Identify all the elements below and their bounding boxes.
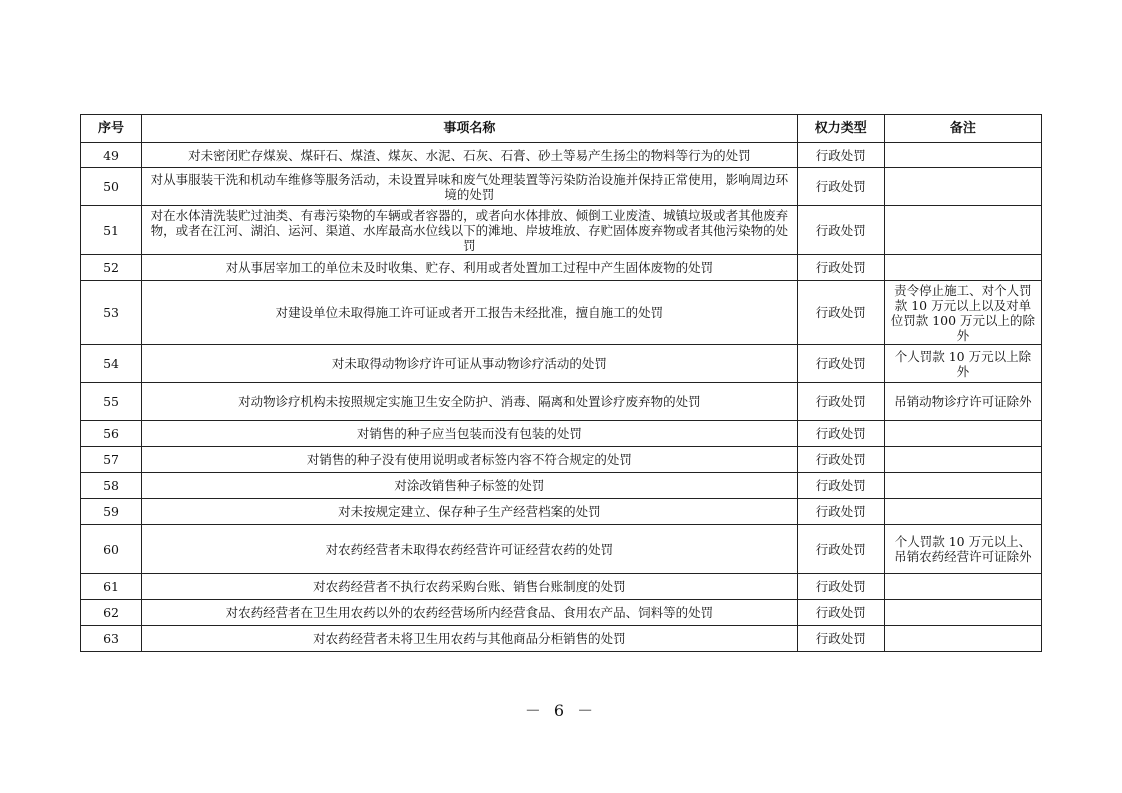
row-note bbox=[884, 168, 1041, 206]
row-type: 行政处罚 bbox=[797, 626, 884, 652]
row-no: 54 bbox=[81, 345, 142, 383]
row-name: 对未取得动物诊疗许可证从事动物诊疗活动的处罚 bbox=[142, 345, 798, 383]
row-note: 个人罚款 10 万元以上除外 bbox=[884, 345, 1041, 383]
row-name: 对销售的种子应当包装而没有包装的处罚 bbox=[142, 421, 798, 447]
row-type: 行政处罚 bbox=[797, 255, 884, 281]
row-note bbox=[884, 143, 1041, 168]
table-row bbox=[81, 168, 1042, 206]
row-note: 责令停止施工、对个人罚款 10 万元以上以及对单位罚款 100 万元以上的除外 bbox=[884, 281, 1041, 345]
table-row bbox=[81, 600, 1042, 626]
row-note bbox=[884, 574, 1041, 600]
table-row bbox=[81, 383, 1042, 421]
row-name: 对农药经营者不执行农药采购台账、销售台账制度的处罚 bbox=[142, 574, 798, 600]
row-no: 56 bbox=[81, 421, 142, 447]
row-name: 对建设单位未取得施工许可证或者开工报告未经批准，擅自施工的处罚 bbox=[142, 281, 798, 345]
row-note bbox=[884, 255, 1041, 281]
table-row bbox=[81, 345, 1042, 383]
table-row bbox=[81, 574, 1042, 600]
row-type: 行政处罚 bbox=[797, 206, 884, 255]
row-note bbox=[884, 626, 1041, 652]
table-row bbox=[81, 525, 1042, 574]
page-number: － 6 － bbox=[524, 701, 598, 720]
row-type: 行政处罚 bbox=[797, 525, 884, 574]
row-no: 62 bbox=[81, 600, 142, 626]
row-no: 63 bbox=[81, 626, 142, 652]
row-no: 59 bbox=[81, 499, 142, 525]
row-note: 个人罚款 10 万元以上、吊销农药经营许可证除外 bbox=[884, 525, 1041, 574]
row-name: 对农药经营者未将卫生用农药与其他商品分柜销售的处罚 bbox=[142, 626, 798, 652]
header-type: 权力类型 bbox=[797, 115, 884, 143]
row-no: 58 bbox=[81, 473, 142, 499]
row-note bbox=[884, 473, 1041, 499]
table-row bbox=[81, 255, 1042, 281]
row-name: 对未密闭贮存煤炭、煤矸石、煤渣、煤灰、水泥、石灰、石膏、砂土等易产生扬尘的物料等行为的处罚 bbox=[142, 143, 798, 168]
table-row bbox=[81, 447, 1042, 473]
row-no: 50 bbox=[81, 168, 142, 206]
row-type: 行政处罚 bbox=[797, 473, 884, 499]
row-no: 52 bbox=[81, 255, 142, 281]
row-type: 行政处罚 bbox=[797, 421, 884, 447]
row-no: 49 bbox=[81, 143, 142, 168]
row-note: 吊销动物诊疗许可证除外 bbox=[884, 383, 1041, 421]
row-type: 行政处罚 bbox=[797, 574, 884, 600]
row-note bbox=[884, 499, 1041, 525]
table-row bbox=[81, 421, 1042, 447]
row-type: 行政处罚 bbox=[797, 499, 884, 525]
row-name: 对从事服装干洗和机动车维修等服务活动，未设置异味和废气处理装置等污染防治设施并保持正常使用，影响周边环境的处罚 bbox=[142, 168, 798, 206]
row-no: 60 bbox=[81, 525, 142, 574]
row-type: 行政处罚 bbox=[797, 168, 884, 206]
row-no: 51 bbox=[81, 206, 142, 255]
row-no: 55 bbox=[81, 383, 142, 421]
table-row bbox=[81, 206, 1042, 255]
row-no: 53 bbox=[81, 281, 142, 345]
row-name: 对涂改销售种子标签的处罚 bbox=[142, 473, 798, 499]
row-note bbox=[884, 206, 1041, 255]
row-name: 对农药经营者未取得农药经营许可证经营农药的处罚 bbox=[142, 525, 798, 574]
header-no: 序号 bbox=[81, 115, 142, 143]
table-row bbox=[81, 626, 1042, 652]
header-note: 备注 bbox=[884, 115, 1041, 143]
row-note bbox=[884, 600, 1041, 626]
table-row bbox=[81, 281, 1042, 345]
row-no: 57 bbox=[81, 447, 142, 473]
table-header-row bbox=[81, 115, 1042, 143]
table-row bbox=[81, 499, 1042, 525]
power-list-table bbox=[80, 114, 1042, 652]
row-type: 行政处罚 bbox=[797, 600, 884, 626]
row-type: 行政处罚 bbox=[797, 281, 884, 345]
row-name: 对未按规定建立、保存种子生产经营档案的处罚 bbox=[142, 499, 798, 525]
row-name: 对在水体清洗装贮过油类、有毒污染物的车辆或者容器的，或者向水体排放、倾倒工业废渣、城镇垃圾或者其他废弃物，或者在江河、湖泊、运河、渠道、水库最高水位线以下的滩地、岸坡堆放、存贮固体废弃物或者其他污染物的处罚 bbox=[142, 206, 798, 255]
row-no: 61 bbox=[81, 574, 142, 600]
row-type: 行政处罚 bbox=[797, 143, 884, 168]
row-type: 行政处罚 bbox=[797, 383, 884, 421]
row-type: 行政处罚 bbox=[797, 447, 884, 473]
row-name: 对销售的种子没有使用说明或者标签内容不符合规定的处罚 bbox=[142, 447, 798, 473]
table-row bbox=[81, 473, 1042, 499]
row-name: 对动物诊疗机构未按照规定实施卫生安全防护、消毒、隔离和处置诊疗废弃物的处罚 bbox=[142, 383, 798, 421]
row-name: 对农药经营者在卫生用农药以外的农药经营场所内经营食品、食用农产品、饲料等的处罚 bbox=[142, 600, 798, 626]
row-type: 行政处罚 bbox=[797, 345, 884, 383]
header-name: 事项名称 bbox=[142, 115, 798, 143]
row-name: 对从事居宰加工的单位未及时收集、贮存、利用或者处置加工过程中产生固体废物的处罚 bbox=[142, 255, 798, 281]
row-note bbox=[884, 421, 1041, 447]
row-note bbox=[884, 447, 1041, 473]
table-row bbox=[81, 143, 1042, 168]
